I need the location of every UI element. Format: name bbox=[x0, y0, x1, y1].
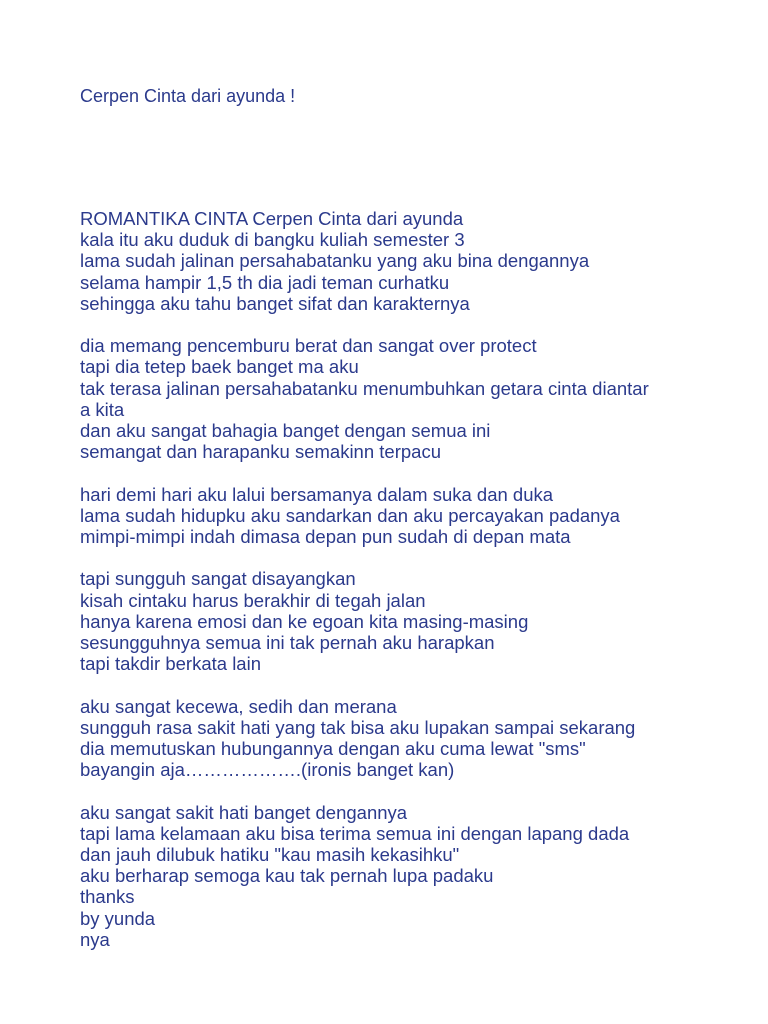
text-line: hanya karena emosi dan ke egoan kita masing-masing bbox=[80, 610, 529, 632]
text-line: mimpi-mimpi indah dimasa depan pun sudah di depan mata bbox=[80, 526, 571, 548]
text-line: selama hampir 1,5 th dia jadi teman curhatku bbox=[80, 271, 450, 293]
text-line: dia memutuskan hubungannya dengan aku cuma lewat "sms" bbox=[80, 738, 586, 760]
text-line: aku sangat kecewa, sedih dan merana bbox=[80, 695, 397, 717]
stanza-2 bbox=[80, 335, 720, 462]
text-line: kisah cintaku harus berakhir di tegah jalan bbox=[80, 589, 426, 611]
text-line: sehingga aku tahu banget sifat dan karakternya bbox=[80, 292, 470, 314]
text-line: hari demi hari aku lalui bersamanya dalam suka dan duka bbox=[80, 483, 554, 505]
stanza-5 bbox=[80, 696, 720, 781]
stanza-3 bbox=[80, 484, 720, 548]
stanza-6 bbox=[80, 802, 720, 950]
text-line: lama sudah jalinan persahabatanku yang aku bina dengannya bbox=[80, 250, 590, 272]
text-line: ROMANTIKA CINTA Cerpen Cinta dari ayunda bbox=[80, 208, 464, 229]
text-line: dia memang pencemburu berat dan sangat over protect bbox=[80, 335, 537, 357]
text-line: dan jauh dilubuk hatiku "kau masih kekasihku" bbox=[80, 844, 460, 866]
text-line: sungguh rasa sakit hati yang tak bisa aku lupakan sampai sekarang bbox=[80, 716, 636, 738]
text-line: tapi dia tetep baek banget ma aku bbox=[80, 356, 359, 378]
text-line: semangat dan harapanku semakinn terpacu bbox=[80, 441, 441, 463]
text-line: aku berharap semoga kau tak pernah lupa padaku bbox=[80, 865, 494, 887]
stanza-4 bbox=[80, 568, 720, 674]
text-line: bayangin aja……………….(ironis banget kan) bbox=[80, 759, 455, 781]
document-title: Cerpen Cinta dari ayunda ! bbox=[80, 86, 296, 106]
text-line: tapi takdir berkata lain bbox=[80, 653, 261, 675]
text-line: thanks bbox=[80, 886, 135, 908]
text-line: lama sudah hidupku aku sandarkan dan aku percayakan padanya bbox=[80, 504, 620, 526]
text-line: tak terasa jalinan persahabatanku menumbuhkan getara cinta diantar bbox=[80, 377, 649, 399]
text-line: sesungguhnya semua ini tak pernah aku harapkan bbox=[80, 632, 495, 654]
text-line: kala itu aku duduk di bangku kuliah semester 3 bbox=[80, 229, 465, 251]
text-line: a kita bbox=[80, 398, 125, 420]
text-line: dan aku sangat bahagia banget dengan semua ini bbox=[80, 420, 491, 442]
document-body bbox=[80, 208, 720, 971]
text-line: by yunda bbox=[80, 907, 156, 929]
text-line: tapi lama kelamaan aku bisa terima semua ini dengan lapang dada bbox=[80, 822, 630, 844]
text-line: nya bbox=[80, 928, 110, 950]
stanza-1 bbox=[80, 208, 720, 314]
text-line: tapi sungguh sangat disayangkan bbox=[80, 568, 356, 590]
text-line: aku sangat sakit hati banget dengannya bbox=[80, 801, 408, 823]
